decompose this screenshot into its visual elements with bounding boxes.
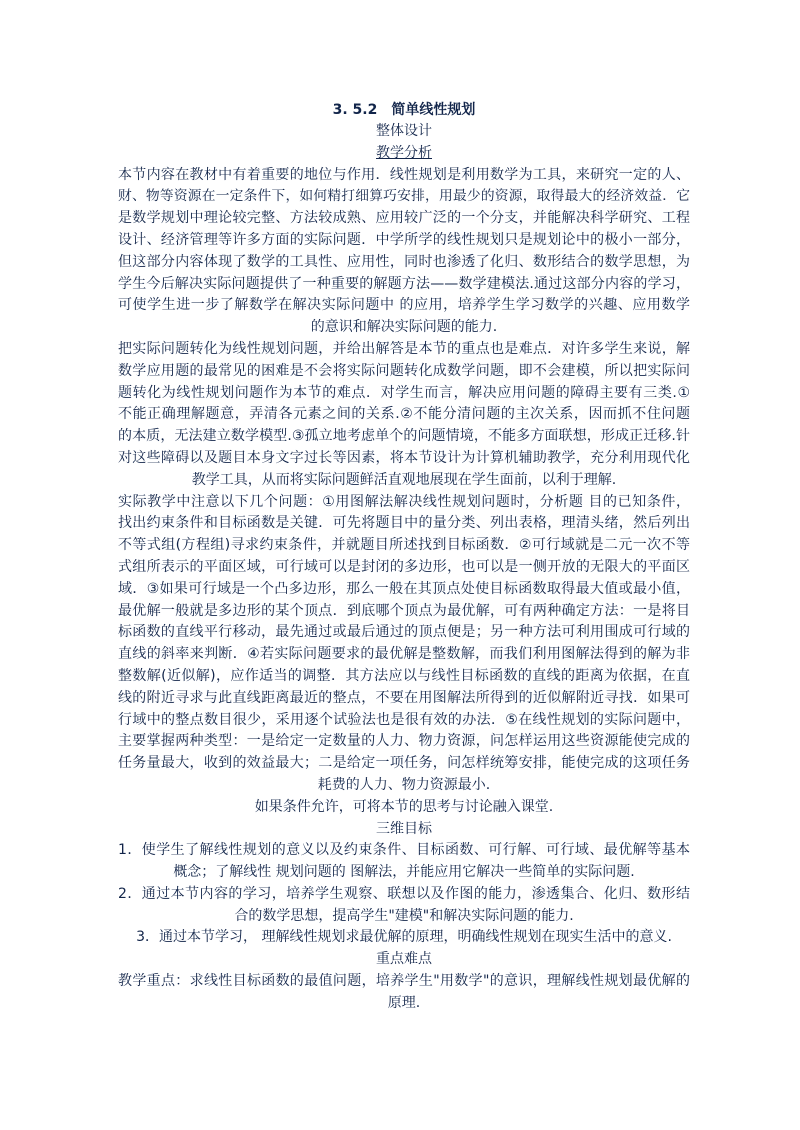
paragraph-optional-note: 如果条件允许，可将本节的思考与讨论融入课堂.: [254, 798, 554, 815]
document-title: 3. 5.2 简单线性规划: [332, 102, 476, 118]
paragraph-line: 主要掌握两种类型：一是给定一定数量的人力、物力资源，问怎样运用这些资源能使完成的: [118, 733, 690, 750]
paragraph-line: 最优解一般就是多边形的某个顶点．到底哪个顶点为最优解，可有两种确定方法：一是将目: [118, 602, 690, 619]
document-page: [118, 100, 690, 1015]
paragraph-line: 的本质，无法建立数学模型.③孤立地考虑单个的问题情境，不能多方面联想，形成正迁移.针: [118, 428, 690, 445]
paragraph-line: 不能正确理解题意，弄清各元素之间的关系.②不能分清问题的主次关系，因而抓不住问题: [118, 406, 690, 423]
paragraph-line: 对这些障碍以及题目本身文字过长等因素，将本节设计为计算机辅助教学，充分利用现代化: [118, 449, 690, 466]
paragraph-line: 式组所表示的平面区域，可行域可以是封闭的多边形，也可以是一侧开放的无限大的平面区: [118, 558, 690, 575]
paragraph-line: 找出约束条件和目标函数是关键．可先将题目中的量分类、列出表格，理清头绪，然后列出: [118, 515, 690, 532]
goal-item-2: 2．通过本节内容的学习，培养学生观察、联想以及作图的能力，渗透集合、化归、数形结: [118, 885, 690, 902]
paragraph-line: 教学工具，从而将实际问题鲜活直观地展现在学生面前，以利于理解.: [191, 471, 617, 488]
paragraph-line: 本节内容在教材中有着重要的地位与作用．线性规划是利用数学为工具，来研究一定的人、: [118, 166, 690, 183]
paragraph-line: 学生今后解决实际问题提供了一种重要的解题方法——数学建模法.通过这部分内容的学习，: [118, 275, 690, 292]
paragraph-line: 任务量最大，收到的效益最大；二是给定一项任务，问怎样统筹安排，能使完成的这项任务: [118, 755, 690, 772]
paragraph-line: 整数解(近似解)，应作适当的调整．其方法应以与线性目标函数的直线的距离为依据，在直: [118, 667, 690, 684]
section-heading-goals: 三维目标: [376, 820, 432, 837]
paragraph-line: 域．③如果可行域是一个凸多边形，那么一般在其顶点处使目标函数取得最大值或最小值，: [118, 580, 690, 597]
paragraph-line: 耗费的人力、物力资源最小.: [317, 776, 491, 793]
paragraph-line: 行域中的整点数目很少，采用逐个试验法也是很有效的办法．⑤在线性规划的实际问题中，: [118, 711, 690, 728]
goal-item-1: 1．使学生了解线性规划的意义以及约束条件、目标函数、可行解、可行域、最优解等基本: [118, 842, 690, 859]
paragraph-line: 题转化为线性规划问题作为本节的难点．对学生而言，解决应用问题的障碍主要有三类.①: [118, 384, 690, 401]
paragraph-line: 是数学规划中理论较完整、方法较成熟、应用较广泛的一个分支，并能解决科学研究、工程: [118, 210, 690, 227]
paragraph-line: 可使学生进一步了解数学在解决实际问题中 的应用，培养学生学习数学的兴趣、应用数学: [118, 297, 690, 314]
key-point-line: 教学重点：求线性目标函数的最值问题，培养学生"用数学"的意识，理解线性规划最优解的: [118, 973, 690, 990]
document-subtitle: 整体设计: [376, 123, 432, 139]
paragraph-analysis: [118, 165, 690, 339]
paragraph-line: 标函数的直线平行移动，最先通过或最后通过的顶点便是；另一种方法可利用围成可行域的: [118, 624, 690, 641]
paragraph-line: 把实际问题转化为线性规划问题，并给出解答是本节的重点也是难点．对许多学生来说，解: [118, 340, 690, 357]
goal-item-3: 3．通过本节学习， 理解线性规划求最优解的原理，明确线性规划在现实生活中的意义.: [136, 929, 672, 946]
section-heading-analysis: [118, 143, 690, 165]
paragraph-line: 数学应用题的最常见的困难是不会将实际问题转化成数学问题，即不会建模，所以把实际问: [118, 362, 690, 379]
paragraph-line: 财、物等资源在一定条件下，如何精打细算巧安排，用最少的资源，取得最大的经济效益．它: [118, 188, 690, 205]
paragraph-key-difficulty: [118, 339, 690, 492]
paragraph-teaching-notes: [118, 492, 690, 797]
paragraph-line: 实际教学中注意以下几个问题：①用图解法解决线性规划问题时，分析题 目的已知条件，: [118, 493, 690, 510]
paragraph-line: 线的附近寻求与此直线距离最近的整点，不要在用图解法所得到的近似解附近寻找．如果可: [118, 689, 690, 706]
goal-item-1-continued: 概念；了解线性 规划问题的 图解法，并能应用它解决一些简单的实际问题.: [173, 864, 635, 881]
paragraph-line: 直线的斜率来判断．④若实际问题要求的最优解是整数解，而我们利用图解法得到的解为非: [118, 646, 690, 663]
section-heading-analysis-text: 教学分析: [376, 144, 432, 161]
section-heading-key-points: 重点难点: [376, 951, 432, 968]
paragraph-line: 不等式组(方程组)寻求约束条件，并就题目所述找到目标函数．②可行域就是二元一次不等: [118, 537, 690, 554]
goal-item-2-continued: 合的数学思想，提高学生"建模"和解决实际问题的能力.: [234, 907, 574, 924]
paragraph-line: 的意识和解决实际问题的能力.: [310, 319, 498, 336]
key-point-line-continued: 原理.: [387, 994, 421, 1011]
paragraph-line: 但这部分内容体现了数学的工具性、应用性，同时也渗透了化归、数形结合的数学思想，为: [118, 253, 690, 270]
paragraph-line: 设计、经济管理等许多方面的实际问题．中学所学的线性规划只是规划论中的极小一部分，: [118, 231, 690, 248]
